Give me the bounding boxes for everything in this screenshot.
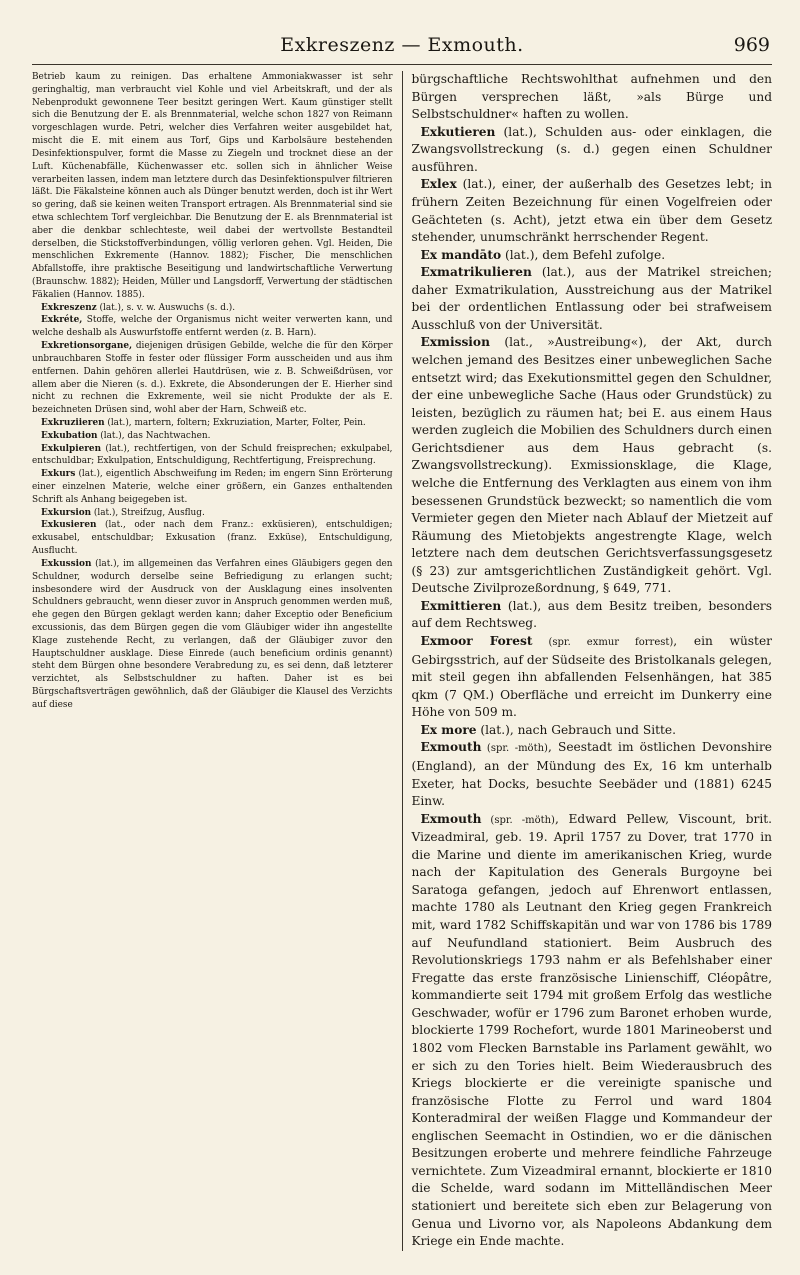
entry-text: Stoffe, welche der Organismus nicht weiter verwerten kann, und welche deshalb als Auswurfstoffe entfernt werden (z. B. Harn). (32, 315, 393, 339)
left-column (32, 71, 403, 1251)
entry-text: , ein wüster Gebirgsstrich, auf der Südseite des Bristolkanals gelegen, mit steil gegen ihn abfallenden Felsenhängen, hat 385 qkm (7 QM.) Oberfläche und erreicht im Dunkerry eine Höhe von 509 m. (411, 634, 772, 720)
dictionary-entry (412, 811, 773, 1251)
dictionary-entry (412, 598, 773, 633)
dictionary-entry (32, 71, 393, 302)
entry-text: (lat.), s. v. w. Auswuchs (s. d.). (96, 302, 236, 313)
dictionary-entry (32, 443, 393, 469)
dictionary-entry (412, 334, 773, 597)
entry-text: (lat.), einer, der außerhalb des Gesetzes lebt; in frühern Zeiten Bezeichnung für einen Vogelfreien oder Geächteten (s. Acht), jetzt etwa ein über dem Gesetz stehender, unumschränkt herrschender Regent. (411, 177, 772, 245)
entry-text: (lat., »Austreibung«), der Akt, durch welchen jemand des Besitzes einer unbeweglichen Sache entsetzt wird; das Exekutionsmittel gegen den Schuldner, der eine unbewegliche Sache (Haus oder Grundstück) zu leisten, bezüglich zu räumen hat; bei E. aus einem Haus werden zugleich die Mobilien des Schuldners durch einen Gerichtsdiener aus dem Haus gebracht (s. Zwangsvollstreckung). Exmissionsklage, die Klage, welche die Entfernung des Verklagten aus einem von ihm besessenen Grundstück bezweckt; so namentlich die vom Vermieter gegen den Mieter nach Ablauf der Mietzeit auf Räumung des Mietobjekts angestrengte Klage, welch letztere nach dem deutschen Gerichtsverfassungsgesetz (§ 23) zur amtsgerichtlichen Zuständigkeit gehört. Vgl. Deutsche Zivilprozeßordnung, § 649, 771. (411, 335, 772, 596)
entry-headword: Exmission (420, 335, 490, 350)
dictionary-entry (412, 739, 773, 810)
dictionary-entry (32, 468, 393, 506)
dictionary-entry (412, 264, 773, 334)
entry-headword: Exkretionsorgane, (41, 341, 133, 352)
entry-text: (lat.), rechtfertigen, von der Schuld freisprechen; exkulpabel, entschuldbar; Exkulpation, Entschuldigung, Rechtfertigung, Freisprechung. (32, 443, 393, 467)
running-title: Exkreszenz — Exmouth. (280, 34, 524, 56)
entry-headword: Exmouth (420, 811, 482, 826)
entry-headword: Exmouth (420, 740, 482, 755)
dictionary-entry (32, 558, 393, 712)
entry-pronunciation: (spr. -möth) (481, 814, 555, 826)
entry-text: bürgschaftliche Rechtswohlthat aufnehmen und den Bürgen versprechen läßt, »als Bürge und Selbstschuldner« haften zu wollen. (411, 72, 772, 122)
entry-pronunciation: (spr. exmur forrest) (532, 637, 674, 648)
entry-text: Betrieb kaum zu reinigen. Das erhaltene Ammoniakwasser ist sehr geringhaltig, man verbraucht viel Kohle und viel Arbeitskraft, und der als Nebenprodukt gewonnene Teer besitzt geringen Wert. Kaum günstiger stellt sich die Benutzung der E. als Brennmaterial, welche schon 1827 von Reimann vorgeschlagen wurde. Petri, welcher dies Verfahren weiter ausgebildet hat, mischt die E. mit einem aus Torf, Gips und Karbolsäure bestehenden Desinfektionspulver, formt die Masse zu Ziegeln und trocknet diese an der Luft. Küchenabfälle, Küchenwasser etc. sollen sich in ähnlicher Weise verarbeiten lassen, indem man letztere durch das Desinfektionspulver filtrieren läßt. Die Fäkalsteine können auch als Dünger benutzt werden, doch ist ihr Wert so gering, daß sie keinen weiten Transport ertragen. Als Brennmaterial sind sie etwa schlechtem Torf vergleichbar. Die Benutzung der E. als Brennmaterial ist aber die denkbar schlechteste, weil dabei der wertvollste Bestandteil derselben, die Stickstoffverbindungen, völlig verloren gehen. Vgl. Heiden, Die menschlichen Exkremente (Hannov. 1882); Fischer, Die menschlichen Abfallstoffe, ihre praktische Beseitigung und landwirtschaftliche Verwertung (Braunschw. 1882); Heiden, Müller und Langsdorff, Verwertung der städtischen Fäkalien (Hannov. 1885). (32, 72, 393, 300)
entry-headword: Exmittieren (420, 598, 502, 613)
dictionary-entry (32, 314, 393, 340)
entry-text: (lat.), aus der Matrikel streichen; daher Exmatrikulation, Ausstreichung aus der Matrikel bei der ordentlichen Entlassung oder bei strafweisem Ausschluß von der Universität. (411, 265, 772, 332)
entry-headword: Exkubation (41, 430, 98, 441)
entry-headword: Exkursion (41, 507, 92, 518)
dictionary-entry (32, 302, 393, 315)
text-columns (32, 71, 772, 1251)
entry-text: , Edward Pellew, Viscount, brit. Vizeadmiral, geb. 19. April 1757 zu Dover, trat 1770 in die Marine und diente im amerikanischen Krieg, wurde nach der Kapitulation des Generals Burgoyne bei Saratoga gefangen, jedoch auf Ehrenwort entlassen, machte 1780 als Leutnant den Krieg gegen Frankreich mit, ward 1782 Schiffskapitän und war von 1786 bis 1789 auf Neufundland stationiert. Beim Ausbruch des Revolutionskriegs 1793 nahm er als Befehlshaber einer Fregatte das erste französische Linienschiff, Cléopâtre, kommandierte seit 1794 mit großem Erfolg das westliche Geschwader, wofür er 1796 zum Baronet erhoben wurde, blockierte 1799 Rochefort, wurde 1801 Marineoberst und 1802 vom Flecken Barnstable ins Parlament gewählt, wo er sich zu den Tories hielt. Beim Wiederausbruch des Kriegs blockierte er die vereinigte spanische und französische Flotte zu Ferrol und ward 1804 Konteradmiral der weißen Flagge und Kommandeur der englischen Seemacht in Ostindien, wo er die dänischen Besitzungen eroberte und mehrere feindliche Fahrzeuge vernichtete. Zum Vizeadmiral ernannt, blockierte er 1810 die Schelde, ward sodann im Mittelländischen Meer stationiert und bereitete sich eben zur Belagerung von Genua und Livorno vor, als Napoleons Abdankung dem Kriege ein Ende machte. (411, 811, 772, 1249)
entry-headword: Exkusieren (41, 520, 97, 531)
right-column (403, 71, 773, 1251)
entry-headword: Exkréte, (41, 315, 83, 326)
entry-text: (lat.), Schulden aus- oder einklagen, die Zwangsvollstreckung (s. d.) gegen einen Schuldner ausführen. (411, 124, 772, 174)
dictionary-entry (412, 722, 773, 740)
entry-text: (lat.), im allgemeinen das Verfahren eines Gläubigers gegen den Schuldner, wodurch derselbe seine Befriedigung zu erlangen sucht; insbesondere wird der Ausdruck von der Ausklagung eines insolventen Schuldners gebraucht, wenn dieser zuvor in Anspruch genommen werden muß, ehe gegen den Bürgen geklagt werden kann; daher Exceptio oder Beneficium excussionis, das dem Bürgen gegen die vom Gläubiger wider ihn angestellte Klage zustehende Recht, zu verlangen, daß der Gläubiger zuvor den Hauptschuldner ausklage. Diese Einrede (auch beneficium ordinis genannt) steht dem Bürgen ohne besondere Verabredung zu, es sei denn, daß letzterer verzichtet, als Selbstschuldner zu haften. Daher ist es bei Bürgschaftsverträgen gewöhnlich, daß der Gläubiger die Klausel des Verzichts auf diese (32, 558, 393, 710)
dictionary-entry (412, 247, 773, 265)
dictionary-entry (412, 176, 773, 246)
entry-text: diejenigen drüsigen Gebilde, welche die für den Körper unbrauchbaren Stoffe in fester oder flüssiger Form ausscheiden und aus ihm entfernen. Dahin gehören allerlei Hautdrüsen, wie z. B. Schweißdrüsen, vor allem aber die Nieren (s. d.). Exkrete, die Absonderungen der E. Hierher sind nicht zu rechnen die Exkremente, weil sie nicht Produkte der als E. bezeichneten Drüsen sind, wohl aber der Harn, Schweiß etc. (32, 341, 393, 416)
entry-headword: Exkulpieren (41, 443, 102, 454)
page-header (32, 30, 772, 65)
dictionary-entry (412, 124, 773, 177)
entry-text: (lat.), martern, foltern; Exkruziation, Marter, Folter, Pein. (104, 417, 366, 428)
entry-headword: Exmoor Forest (420, 634, 533, 648)
dictionary-entry (412, 633, 773, 722)
entry-headword: Exkussion (41, 558, 92, 569)
entry-headword: Exkurs (41, 469, 76, 480)
entry-headword: Exkutieren (420, 124, 496, 139)
entry-headword: Exlex (420, 177, 457, 192)
dictionary-entry (32, 340, 393, 417)
entry-text: (lat.), aus dem Besitz treiben, besonders auf dem Rechtsweg. (411, 598, 772, 631)
entry-headword: Exkreszenz (41, 302, 97, 313)
dictionary-entry (32, 507, 393, 520)
entry-text: , Seestadt im östlichen Devonshire (England), an der Mündung des Ex, 16 km unterhalb Exeter, hat Docks, besuchte Seebäder und (1881) 6245 Einw. (411, 740, 772, 809)
entry-text: (lat.), nach Gebrauch und Sitte. (476, 722, 676, 737)
entry-headword: Exmatrikulieren (420, 265, 532, 280)
dictionary-entry (32, 519, 393, 557)
entry-headword: Ex mandāto (420, 247, 502, 262)
entry-text: (lat.), eigentlich Abschweifung im Reden; im engern Sinn Erörterung einer einzelnen Materie, welche einer größern, ein Ganzes enthaltenden Schrift als Anhang beigegeben ist. (32, 469, 393, 505)
entry-text: (lat.), das Nachtwachen. (97, 430, 211, 441)
entry-headword: Exkruziieren (41, 417, 105, 428)
dictionary-entry (32, 417, 393, 430)
entry-text: (lat.), dem Befehl zufolge. (501, 247, 666, 262)
entry-headword: Ex more (420, 722, 477, 737)
entry-text: (lat., oder nach dem Franz.: exküsieren), entschuldigen; exkusabel, entschuldbar; Exkusation (franz. Exküse), Entschuldigung, Ausflucht. (32, 520, 393, 557)
entry-pronunciation: (spr. -möth) (481, 743, 548, 755)
dictionary-entry (32, 430, 393, 443)
entry-text: (lat.), Streifzug, Ausflug. (91, 507, 205, 518)
page-number: 969 (733, 34, 770, 56)
dictionary-entry (412, 71, 773, 124)
